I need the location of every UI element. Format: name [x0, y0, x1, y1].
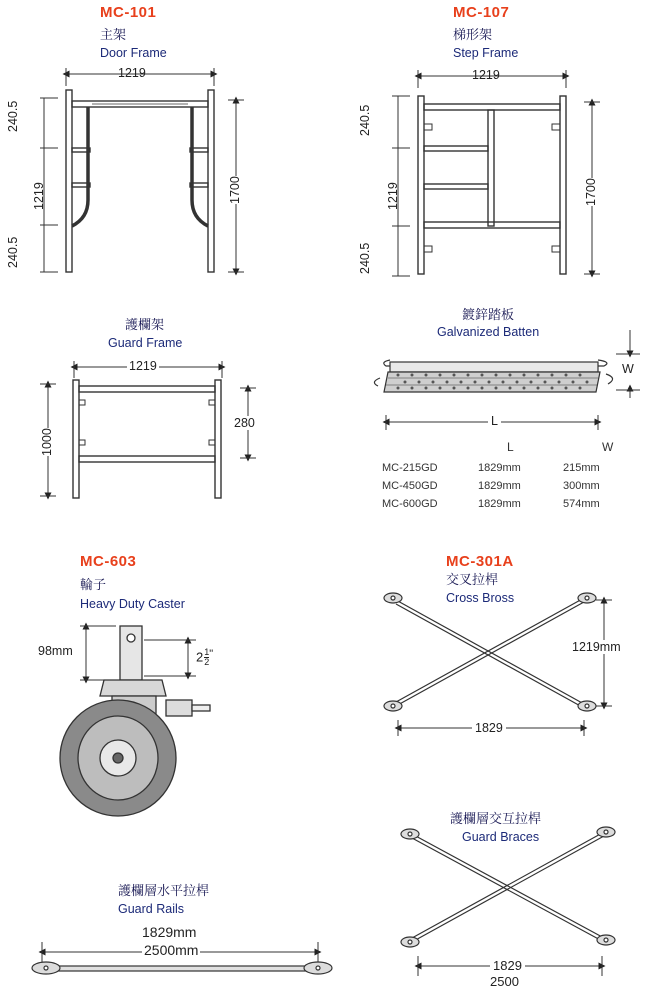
batten-row-1-model: MC-450GD	[382, 480, 438, 492]
door-frame-code: MC-101	[100, 4, 157, 21]
cross-brace-width: 1829	[472, 721, 506, 735]
batten-row-0-w: 215mm	[563, 462, 600, 474]
cross-brace-drawing	[384, 593, 612, 736]
caster-dim-b-num: 1	[204, 647, 210, 657]
guard-rails-dim2: 2500mm	[144, 942, 199, 958]
guard-braces-dim1: 1829	[490, 958, 525, 973]
door-frame-width: 1219	[118, 66, 146, 80]
step-frame-dim-mid: 1219	[386, 182, 400, 210]
door-frame-name-zh: 主架	[100, 28, 127, 43]
door-frame-dim-bot: 240.5	[6, 236, 20, 268]
guard-frame-width: 1219	[129, 359, 157, 373]
step-frame-dim-top: 240.5	[358, 104, 372, 136]
caster-name-zh: 輪子	[80, 578, 107, 593]
caster-drawing	[60, 626, 210, 816]
guard-braces-name-zh: 護欄層交互拉桿	[450, 812, 542, 827]
door-frame-dim-mid: 1219	[32, 182, 46, 210]
door-frame-name-en: Door Frame	[100, 46, 167, 60]
step-frame-dim-bot: 240.5	[358, 242, 372, 274]
batten-dim-w: W	[622, 362, 634, 376]
batten-row-2-model: MC-600GD	[382, 498, 438, 510]
cross-brace-name-zh: 交叉拉桿	[446, 573, 499, 588]
guard-frame-name-en: Guard Frame	[108, 336, 183, 350]
batten-name-zh: 鍍鋅踏板	[462, 308, 515, 323]
batten-row-1-w: 300mm	[563, 480, 600, 492]
cross-brace-name-en: Cross Bross	[446, 591, 515, 605]
cross-brace-code: MC-301A	[446, 553, 514, 570]
step-frame-height: 1700	[584, 178, 598, 206]
caster-dim-b-unit: "	[209, 648, 214, 660]
caster-dim-b-den: 2	[204, 657, 210, 667]
batten-table-col-l: L	[507, 440, 514, 454]
guard-rails-name-en: Guard Rails	[118, 902, 184, 916]
caster-dim-a: 98mm	[38, 644, 73, 658]
guard-frame-inner: 280	[234, 416, 255, 430]
guard-braces-dim2: 2500	[490, 974, 519, 989]
guard-frame-name-zh: 護欄架	[125, 318, 165, 333]
caster-name-en: Heavy Duty Caster	[80, 597, 185, 611]
door-frame-drawing	[40, 68, 244, 272]
step-frame-name-zh: 梯形架	[453, 28, 493, 43]
batten-dim-l: L	[488, 414, 501, 428]
batten-table-col-w: W	[602, 440, 614, 454]
batten-row-2-l: 1829mm	[478, 498, 521, 510]
step-frame-name-en: Step Frame	[453, 46, 519, 60]
batten-drawing	[374, 330, 640, 430]
batten-row-0-l: 1829mm	[478, 462, 521, 474]
guard-braces-name-en: Guard Braces	[462, 830, 540, 844]
step-frame-code: MC-107	[453, 4, 510, 21]
batten-row-2-w: 574mm	[563, 498, 600, 510]
batten-name-en: Galvanized Batten	[437, 325, 540, 339]
guard-braces-drawing	[401, 827, 615, 976]
door-frame-dim-top: 240.5	[6, 100, 20, 132]
door-frame-height: 1700	[228, 176, 242, 204]
batten-row-1-l: 1829mm	[478, 480, 521, 492]
caster-code: MC-603	[80, 553, 137, 570]
guard-rails-name-zh: 護欄層水平拉桿	[118, 884, 210, 899]
guard-frame-height: 1000	[40, 428, 54, 456]
caster-dim-b	[196, 648, 213, 667]
caster-dim-b-whole: 2	[196, 649, 204, 665]
guard-frame-drawing	[40, 361, 256, 498]
step-frame-drawing	[392, 70, 600, 276]
batten-row-0-model: MC-215GD	[382, 462, 438, 474]
guard-rails-dim1: 1829mm	[142, 924, 197, 940]
step-frame-width: 1219	[472, 68, 500, 82]
cross-brace-height: 1219mm	[572, 640, 621, 654]
